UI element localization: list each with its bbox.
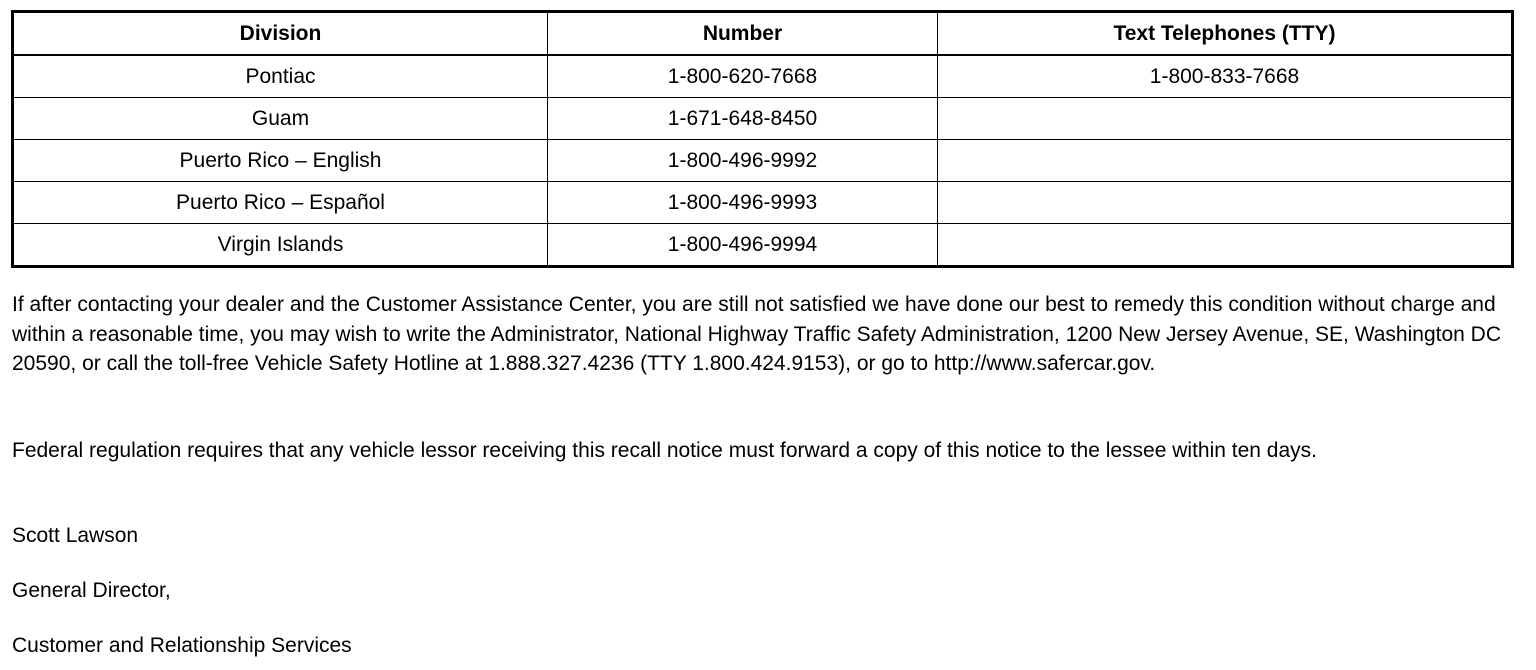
table-row bbox=[13, 182, 1513, 224]
division-cell: Guam bbox=[13, 98, 548, 140]
table-row bbox=[13, 140, 1513, 182]
phone-number-cell: 1-671-648-8450 bbox=[548, 98, 938, 140]
table-row bbox=[13, 55, 1513, 98]
contact-numbers-table bbox=[11, 10, 1514, 268]
signatory-name: Scott Lawson bbox=[12, 524, 139, 547]
column-header-division: Division bbox=[13, 12, 548, 56]
phone-number-cell: 1-800-620-7668 bbox=[548, 55, 938, 98]
table-row bbox=[13, 224, 1513, 267]
signatory-department: Customer and Relationship Services bbox=[12, 634, 352, 657]
tty-number-cell: 1-800-833-7668 bbox=[938, 55, 1513, 98]
tty-number-cell bbox=[938, 182, 1513, 224]
tty-number-cell bbox=[938, 224, 1513, 267]
tty-number-cell bbox=[938, 98, 1513, 140]
column-header-tty: Text Telephones (TTY) bbox=[938, 12, 1513, 56]
signatory-title: General Director, bbox=[12, 579, 171, 602]
phone-number-cell: 1-800-496-9994 bbox=[548, 224, 938, 267]
tty-number-cell bbox=[938, 140, 1513, 182]
table-row bbox=[13, 98, 1513, 140]
division-cell: Pontiac bbox=[13, 55, 548, 98]
nhtsa-contact-paragraph: If after contacting your dealer and the Customer Assistance Center, you are still not satisfied we have done our best to remedy this condition without charge and within a reasonable time, you may wish to write the Administrator, National Highway Traffic Safety Administration, 1200 New Jersey Avenue, SE, Washington DC 20590, or call the toll-free Vehicle Safety Hotline at 1.888.327.4236 (TTY 1.800.424.9153), or go to http://www.safercar.gov. bbox=[12, 293, 1501, 375]
phone-number-cell: 1-800-496-9993 bbox=[548, 182, 938, 224]
phone-number-cell: 1-800-496-9992 bbox=[548, 140, 938, 182]
division-cell: Virgin Islands bbox=[13, 224, 548, 267]
lessor-notice-paragraph: Federal regulation requires that any vehicle lessor receiving this recall notice must forward a copy of this notice to the lessee within ten days. bbox=[12, 439, 1317, 462]
division-cell: Puerto Rico – English bbox=[13, 140, 548, 182]
table-header-row bbox=[13, 12, 1513, 56]
column-header-number: Number bbox=[548, 12, 938, 56]
division-cell: Puerto Rico – Español bbox=[13, 182, 548, 224]
